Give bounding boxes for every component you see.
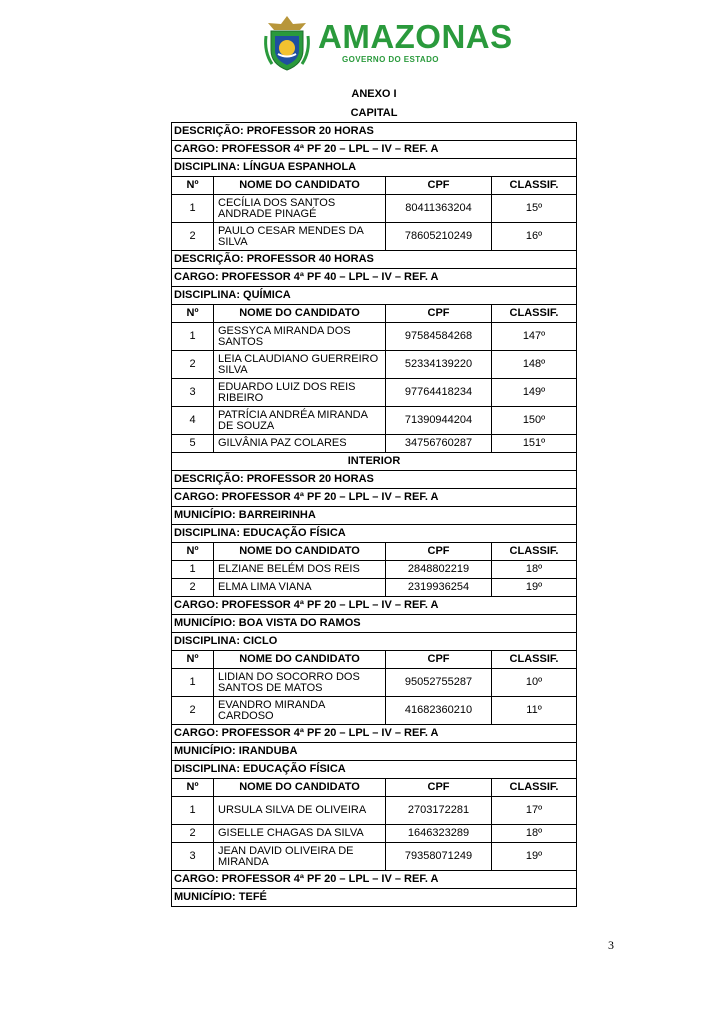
candidate-number: 2 bbox=[172, 825, 214, 843]
candidate-number: 2 bbox=[172, 579, 214, 597]
section-heading: INTERIOR bbox=[172, 453, 577, 471]
candidate-name: EVANDRO MIRANDA CARDOSO bbox=[214, 697, 386, 725]
candidate-name: CECÍLIA DOS SANTOS ANDRADE PINAGÉ bbox=[214, 195, 386, 223]
info-row bbox=[172, 615, 577, 633]
candidate-cpf: 80411363204 bbox=[386, 195, 492, 223]
info-row bbox=[172, 597, 577, 615]
info-cell: CARGO: PROFESSOR 4ª PF 40 – LPL – IV – REF. A bbox=[172, 269, 577, 287]
candidate-classification: 15º bbox=[492, 195, 577, 223]
candidate-name: EDUARDO LUIZ DOS REIS RIBEIRO bbox=[214, 379, 386, 407]
candidate-cpf: 41682360210 bbox=[386, 697, 492, 725]
candidate-number: 1 bbox=[172, 323, 214, 351]
section-row bbox=[172, 453, 577, 471]
info-cell: DISCIPLINA: CICLO bbox=[172, 633, 577, 651]
info-row bbox=[172, 889, 577, 907]
candidate-name: GESSYCA MIRANDA DOS SANTOS bbox=[214, 323, 386, 351]
table-row bbox=[172, 797, 577, 825]
brand-subtitle: GOVERNO DO ESTADO bbox=[342, 55, 439, 64]
col-classif-header: CLASSIF. bbox=[492, 779, 577, 797]
info-cell: CARGO: PROFESSOR 4ª PF 20 – LPL – IV – REF. A bbox=[172, 489, 577, 507]
candidate-name: ELZIANE BELÉM DOS REIS bbox=[214, 561, 386, 579]
candidate-number: 2 bbox=[172, 697, 214, 725]
col-cpf-header: CPF bbox=[386, 543, 492, 561]
info-row bbox=[172, 269, 577, 287]
info-cell: MUNICÍPIO: BARREIRINHA bbox=[172, 507, 577, 525]
candidate-classification: 16º bbox=[492, 223, 577, 251]
candidate-number: 1 bbox=[172, 669, 214, 697]
candidate-cpf: 1646323289 bbox=[386, 825, 492, 843]
candidate-number: 5 bbox=[172, 435, 214, 453]
candidate-classification: 18º bbox=[492, 561, 577, 579]
info-row bbox=[172, 743, 577, 761]
section-capital: CAPITAL bbox=[350, 107, 398, 119]
table-row bbox=[172, 435, 577, 453]
candidate-name: ELMA LIMA VIANA bbox=[214, 579, 386, 597]
brand-name: AMAZONAS bbox=[318, 18, 513, 55]
candidate-classification: 151º bbox=[492, 435, 577, 453]
candidate-classification: 19º bbox=[492, 579, 577, 597]
col-classif-header: CLASSIF. bbox=[492, 543, 577, 561]
col-cpf-header: CPF bbox=[386, 177, 492, 195]
candidate-name: PATRÍCIA ANDRÉA MIRANDA DE SOUZA bbox=[214, 407, 386, 435]
col-name-header: NOME DO CANDIDATO bbox=[214, 177, 386, 195]
page-number: 3 bbox=[608, 938, 614, 952]
col-name-header: NOME DO CANDIDATO bbox=[214, 543, 386, 561]
candidate-classification: 18º bbox=[492, 825, 577, 843]
info-cell: DESCRIÇÃO: PROFESSOR 20 HORAS bbox=[172, 471, 577, 489]
col-number-header: Nº bbox=[172, 543, 214, 561]
candidate-classification: 19º bbox=[492, 843, 577, 871]
info-row bbox=[172, 123, 577, 141]
candidate-cpf: 52334139220 bbox=[386, 351, 492, 379]
candidate-number: 4 bbox=[172, 407, 214, 435]
table-row bbox=[172, 843, 577, 871]
candidate-number: 1 bbox=[172, 797, 214, 825]
amazonas-logo bbox=[262, 14, 513, 74]
table-row bbox=[172, 351, 577, 379]
info-row bbox=[172, 489, 577, 507]
table-row bbox=[172, 195, 577, 223]
candidate-name: JEAN DAVID OLIVEIRA DE MIRANDA bbox=[214, 843, 386, 871]
info-cell: DESCRIÇÃO: PROFESSOR 20 HORAS bbox=[172, 123, 577, 141]
info-row bbox=[172, 507, 577, 525]
candidates-table bbox=[171, 122, 577, 907]
info-cell: DISCIPLINA: LÍNGUA ESPANHOLA bbox=[172, 159, 577, 177]
info-cell: DISCIPLINA: EDUCAÇÃO FÍSICA bbox=[172, 761, 577, 779]
info-row bbox=[172, 525, 577, 543]
table-row bbox=[172, 223, 577, 251]
col-name-header: NOME DO CANDIDATO bbox=[214, 305, 386, 323]
info-row bbox=[172, 633, 577, 651]
info-cell: CARGO: PROFESSOR 4ª PF 20 – LPL – IV – REF. A bbox=[172, 871, 577, 889]
info-cell: DISCIPLINA: EDUCAÇÃO FÍSICA bbox=[172, 525, 577, 543]
coat-of-arms-icon bbox=[262, 14, 312, 72]
table-row bbox=[172, 825, 577, 843]
candidate-cpf: 71390944204 bbox=[386, 407, 492, 435]
info-cell: MUNICÍPIO: BOA VISTA DO RAMOS bbox=[172, 615, 577, 633]
annex-title: ANEXO I bbox=[351, 88, 397, 100]
candidate-number: 2 bbox=[172, 351, 214, 379]
info-cell: CARGO: PROFESSOR 4ª PF 20 – LPL – IV – REF. A bbox=[172, 597, 577, 615]
col-classif-header: CLASSIF. bbox=[492, 651, 577, 669]
candidate-cpf: 95052755287 bbox=[386, 669, 492, 697]
candidate-number: 1 bbox=[172, 195, 214, 223]
column-header-row bbox=[172, 779, 577, 797]
info-cell: MUNICÍPIO: IRANDUBA bbox=[172, 743, 577, 761]
col-classif-header: CLASSIF. bbox=[492, 177, 577, 195]
candidate-name: GILVÂNIA PAZ COLARES bbox=[214, 435, 386, 453]
info-row bbox=[172, 725, 577, 743]
candidate-number: 3 bbox=[172, 843, 214, 871]
info-cell: MUNICÍPIO: TEFÉ bbox=[172, 889, 577, 907]
table-row bbox=[172, 407, 577, 435]
candidate-classification: 17º bbox=[492, 797, 577, 825]
info-row bbox=[172, 871, 577, 889]
col-cpf-header: CPF bbox=[386, 305, 492, 323]
candidate-cpf: 97584584268 bbox=[386, 323, 492, 351]
candidate-name: PAULO CESAR MENDES DA SILVA bbox=[214, 223, 386, 251]
col-name-header: NOME DO CANDIDATO bbox=[214, 651, 386, 669]
candidate-cpf: 79358071249 bbox=[386, 843, 492, 871]
info-row bbox=[172, 287, 577, 305]
candidate-name: LIDIAN DO SOCORRO DOS SANTOS DE MATOS bbox=[214, 669, 386, 697]
info-cell: DISCIPLINA: QUÍMICA bbox=[172, 287, 577, 305]
info-row bbox=[172, 471, 577, 489]
col-classif-header: CLASSIF. bbox=[492, 305, 577, 323]
table-row bbox=[172, 669, 577, 697]
candidate-name: URSULA SILVA DE OLIVEIRA bbox=[214, 797, 386, 825]
info-row bbox=[172, 761, 577, 779]
candidate-cpf: 97764418234 bbox=[386, 379, 492, 407]
candidate-cpf: 34756760287 bbox=[386, 435, 492, 453]
candidate-number: 1 bbox=[172, 561, 214, 579]
candidate-classification: 149º bbox=[492, 379, 577, 407]
column-header-row bbox=[172, 543, 577, 561]
candidate-name: LEIA CLAUDIANO GUERREIRO SILVA bbox=[214, 351, 386, 379]
candidate-cpf: 2703172281 bbox=[386, 797, 492, 825]
col-name-header: NOME DO CANDIDATO bbox=[214, 779, 386, 797]
column-header-row bbox=[172, 177, 577, 195]
col-number-header: Nº bbox=[172, 305, 214, 323]
col-cpf-header: CPF bbox=[386, 651, 492, 669]
table-row bbox=[172, 561, 577, 579]
table-row bbox=[172, 579, 577, 597]
info-cell: CARGO: PROFESSOR 4ª PF 20 – LPL – IV – REF. A bbox=[172, 141, 577, 159]
col-number-header: Nº bbox=[172, 651, 214, 669]
candidate-classification: 147º bbox=[492, 323, 577, 351]
column-header-row bbox=[172, 651, 577, 669]
info-row bbox=[172, 251, 577, 269]
col-cpf-header: CPF bbox=[386, 779, 492, 797]
info-row bbox=[172, 159, 577, 177]
info-cell: DESCRIÇÃO: PROFESSOR 40 HORAS bbox=[172, 251, 577, 269]
candidate-cpf: 78605210249 bbox=[386, 223, 492, 251]
candidate-classification: 150º bbox=[492, 407, 577, 435]
candidate-number: 3 bbox=[172, 379, 214, 407]
column-header-row bbox=[172, 305, 577, 323]
candidate-classification: 11º bbox=[492, 697, 577, 725]
info-cell: CARGO: PROFESSOR 4ª PF 20 – LPL – IV – REF. A bbox=[172, 725, 577, 743]
table-row bbox=[172, 697, 577, 725]
candidate-cpf: 2848802219 bbox=[386, 561, 492, 579]
col-number-header: Nº bbox=[172, 177, 214, 195]
candidate-cpf: 2319936254 bbox=[386, 579, 492, 597]
candidate-number: 2 bbox=[172, 223, 214, 251]
info-row bbox=[172, 141, 577, 159]
table-row bbox=[172, 379, 577, 407]
candidate-classification: 148º bbox=[492, 351, 577, 379]
candidate-classification: 10º bbox=[492, 669, 577, 697]
col-number-header: Nº bbox=[172, 779, 214, 797]
table-row bbox=[172, 323, 577, 351]
candidate-name: GISELLE CHAGAS DA SILVA bbox=[214, 825, 386, 843]
